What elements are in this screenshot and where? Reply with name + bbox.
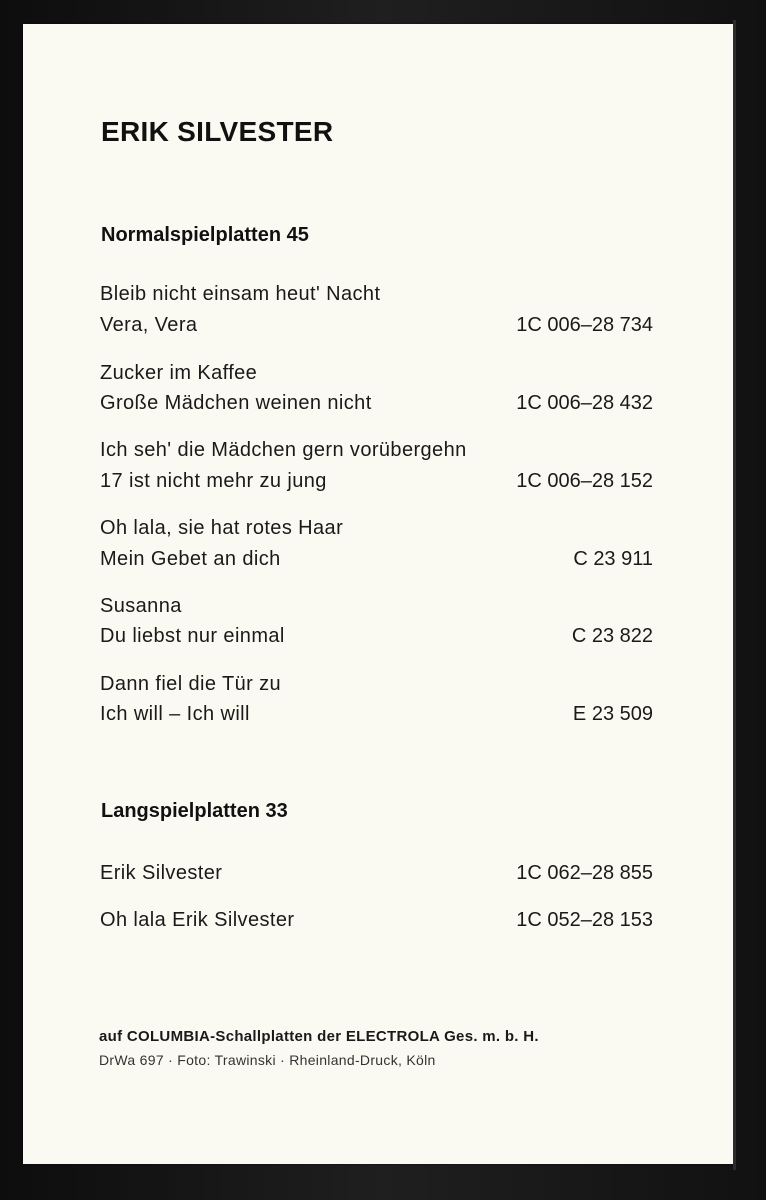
single-side-a: Dann fiel die Tür zu (100, 673, 282, 695)
single-catalog-number: 1C 006–28 734 (516, 314, 653, 336)
singles-heading: Normalspielplatten 45 (101, 224, 309, 246)
record-list-card (23, 24, 733, 1164)
single-side-b: Du liebst nur einmal (100, 625, 285, 647)
single-side-a: Susanna (100, 595, 182, 617)
single-catalog-number: E 23 509 (572, 703, 653, 725)
single-side-b: Vera, Vera (100, 314, 198, 336)
single-side-b: Ich will – Ich will (100, 703, 250, 725)
single-side-b: Große Mädchen weinen nicht (100, 392, 372, 414)
credits-line: DrWa 697 · Foto: Trawinski · Rheinland-Druck, Köln (99, 1052, 436, 1068)
single-catalog-number: C 23 822 (571, 625, 653, 647)
lp-catalog-number: 1C 062–28 855 (516, 862, 653, 884)
single-side-a: Bleib nicht einsam heut' Nacht (100, 283, 381, 305)
label-line: auf COLUMBIA-Schallplatten der ELECTROLA Ges. m. b. H. (99, 1028, 539, 1045)
single-catalog-number: 1C 006–28 432 (516, 392, 653, 414)
single-side-a: Ich seh' die Mädchen gern vorübergehn (100, 439, 467, 461)
single-side-b: Mein Gebet an dich (100, 548, 281, 570)
single-catalog-number: C 23 911 (573, 548, 653, 570)
lp-catalog-number: 1C 052–28 153 (516, 909, 653, 931)
lps-heading: Langspielplatten 33 (101, 800, 288, 822)
single-side-a: Oh lala, sie hat rotes Haar (100, 517, 344, 539)
card-edge-shadow (733, 20, 736, 1170)
lp-title: Erik Silvester (100, 862, 223, 884)
single-side-a: Zucker im Kaffee (100, 362, 258, 384)
single-side-b: 17 ist nicht mehr zu jung (100, 470, 327, 492)
lp-title: Oh lala Erik Silvester (100, 909, 295, 931)
single-catalog-number: 1C 006–28 152 (516, 470, 653, 492)
artist-title: ERIK SILVESTER (101, 116, 334, 147)
